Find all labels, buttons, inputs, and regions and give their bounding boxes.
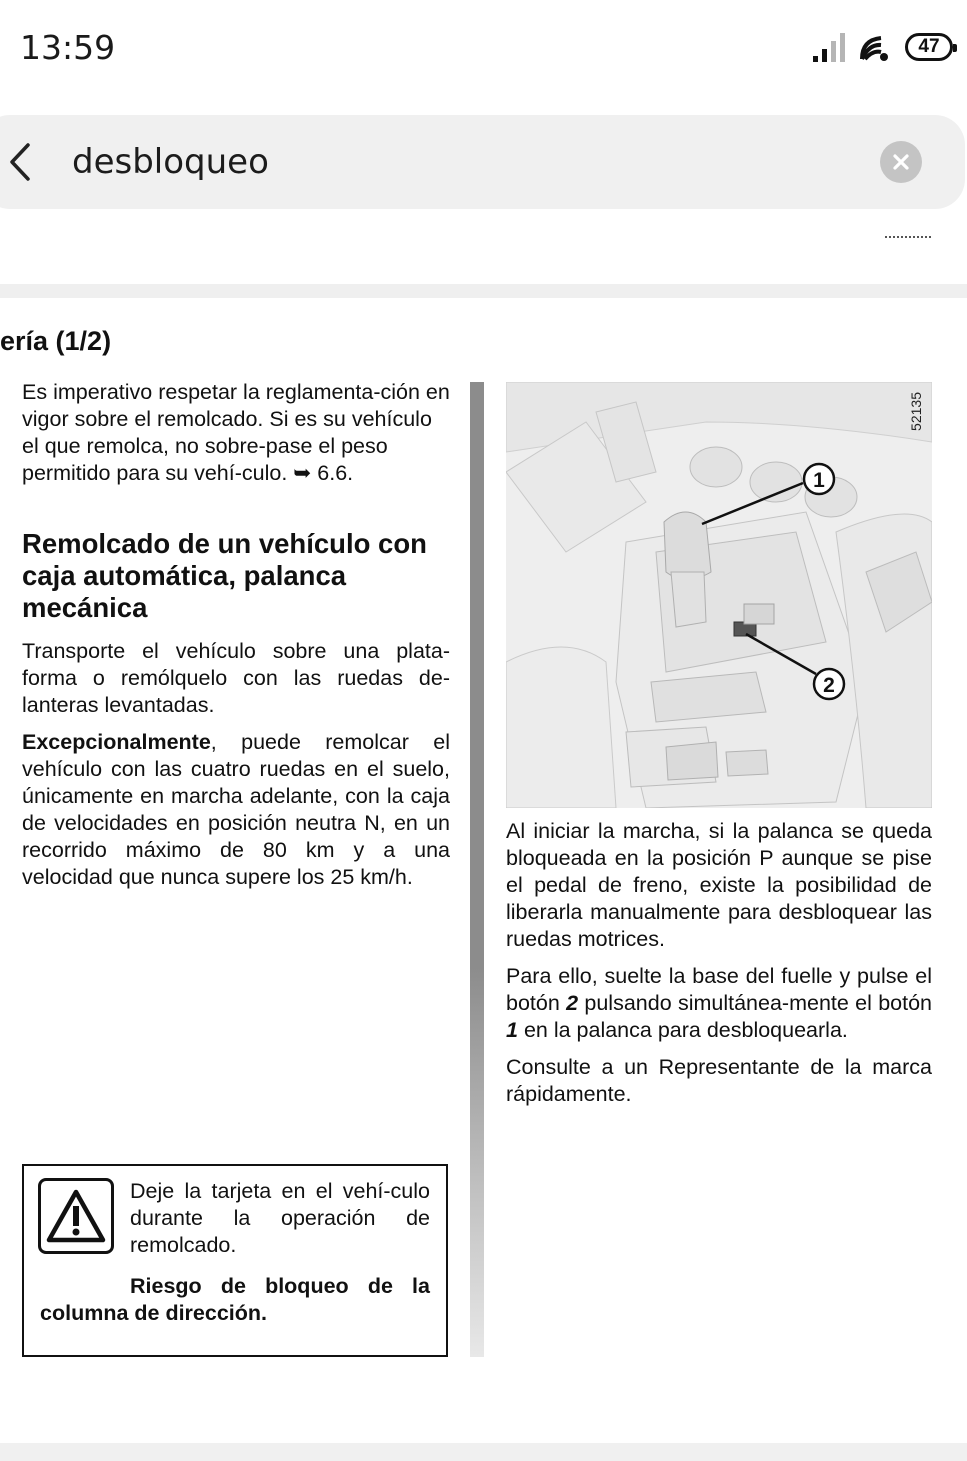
status-bar (0, 0, 967, 96)
callout-2-label: 2 (823, 674, 835, 697)
battery-icon: 47 (905, 33, 953, 61)
right-paragraph-2-text-c: pulsando simultánea-mente el botón (578, 991, 932, 1015)
callout-1-label: 1 (813, 469, 825, 492)
page-divider (0, 284, 967, 298)
chevron-left-icon (7, 142, 33, 182)
intro-paragraph: Es imperativo respetar la reglamenta-ción en vigor sobre el remolcado. Si es su vehículo el que remolca, no sobre-pase el peso permitido para su vehí-culo. ➥ 6.6. (22, 380, 450, 485)
bottom-divider (0, 1443, 967, 1461)
exceptional-text: , puede remolcar el vehículo con las cuatro ruedas en el suelo, únicamente en marcha adelante, con la caja de velocidades en posición neutra N, en un recorrido máximo de 80 km y a una velocidad que nunca supere los 25 km/h. (22, 730, 450, 889)
clear-search-button[interactable] (880, 141, 922, 183)
close-icon (892, 153, 910, 171)
right-paragraph-2 (506, 963, 932, 1044)
right-paragraph-2-text-a: Para ello, suelte la base del fuelle y pulse el botón (506, 964, 932, 1015)
right-column (506, 818, 932, 1108)
gear-lever-figure (506, 382, 932, 808)
column-rule (470, 382, 484, 1357)
wifi-icon (859, 32, 893, 62)
right-paragraph-2-text-e: en la palanca para desbloquearla. (517, 1018, 848, 1042)
figure-code: 52135 (908, 392, 924, 431)
right-paragraph-1: Al iniciar la marcha, si la palanca se queda bloqueada en la posición P aunque se pise el pedal de freno, existe la posibilidad de liberarla manualmente para desbloquear las ruedas motrices. (506, 819, 932, 951)
subheading: Remolcado de un vehículo con caja automática, palanca mecánica (22, 528, 427, 623)
warning-box (22, 1164, 448, 1357)
button-ref-1: 1 (506, 1018, 518, 1042)
right-paragraph-3: Consulte a un Representante de la marca rápidamente. (506, 1055, 932, 1106)
button-ref-2: 2 (566, 991, 579, 1015)
back-button[interactable] (0, 137, 40, 187)
transport-paragraph: Transporte el vehículo sobre una plata-forma o remólquelo con las ruedas de-lanteras levantadas. (22, 639, 450, 717)
warning-text: Deje la tarjeta en el vehí-culo durante la operación de remolcado. (130, 1179, 430, 1257)
warning-icon (38, 1178, 114, 1254)
status-icons (811, 30, 953, 64)
page-fragment (885, 236, 931, 239)
status-time: 13:59 (20, 28, 116, 67)
exceptional-paragraph (22, 729, 450, 891)
left-column (22, 379, 450, 891)
warning-strong-text: Riesgo de bloqueo de la columna de dirección. (40, 1274, 430, 1325)
section-title: ería (1/2) (0, 326, 112, 356)
exceptional-bold: Excepcionalmente (22, 730, 211, 754)
gear-lever-illustration (506, 382, 932, 808)
search-input[interactable]: desbloqueo (72, 142, 269, 182)
signal-icon (811, 32, 847, 62)
